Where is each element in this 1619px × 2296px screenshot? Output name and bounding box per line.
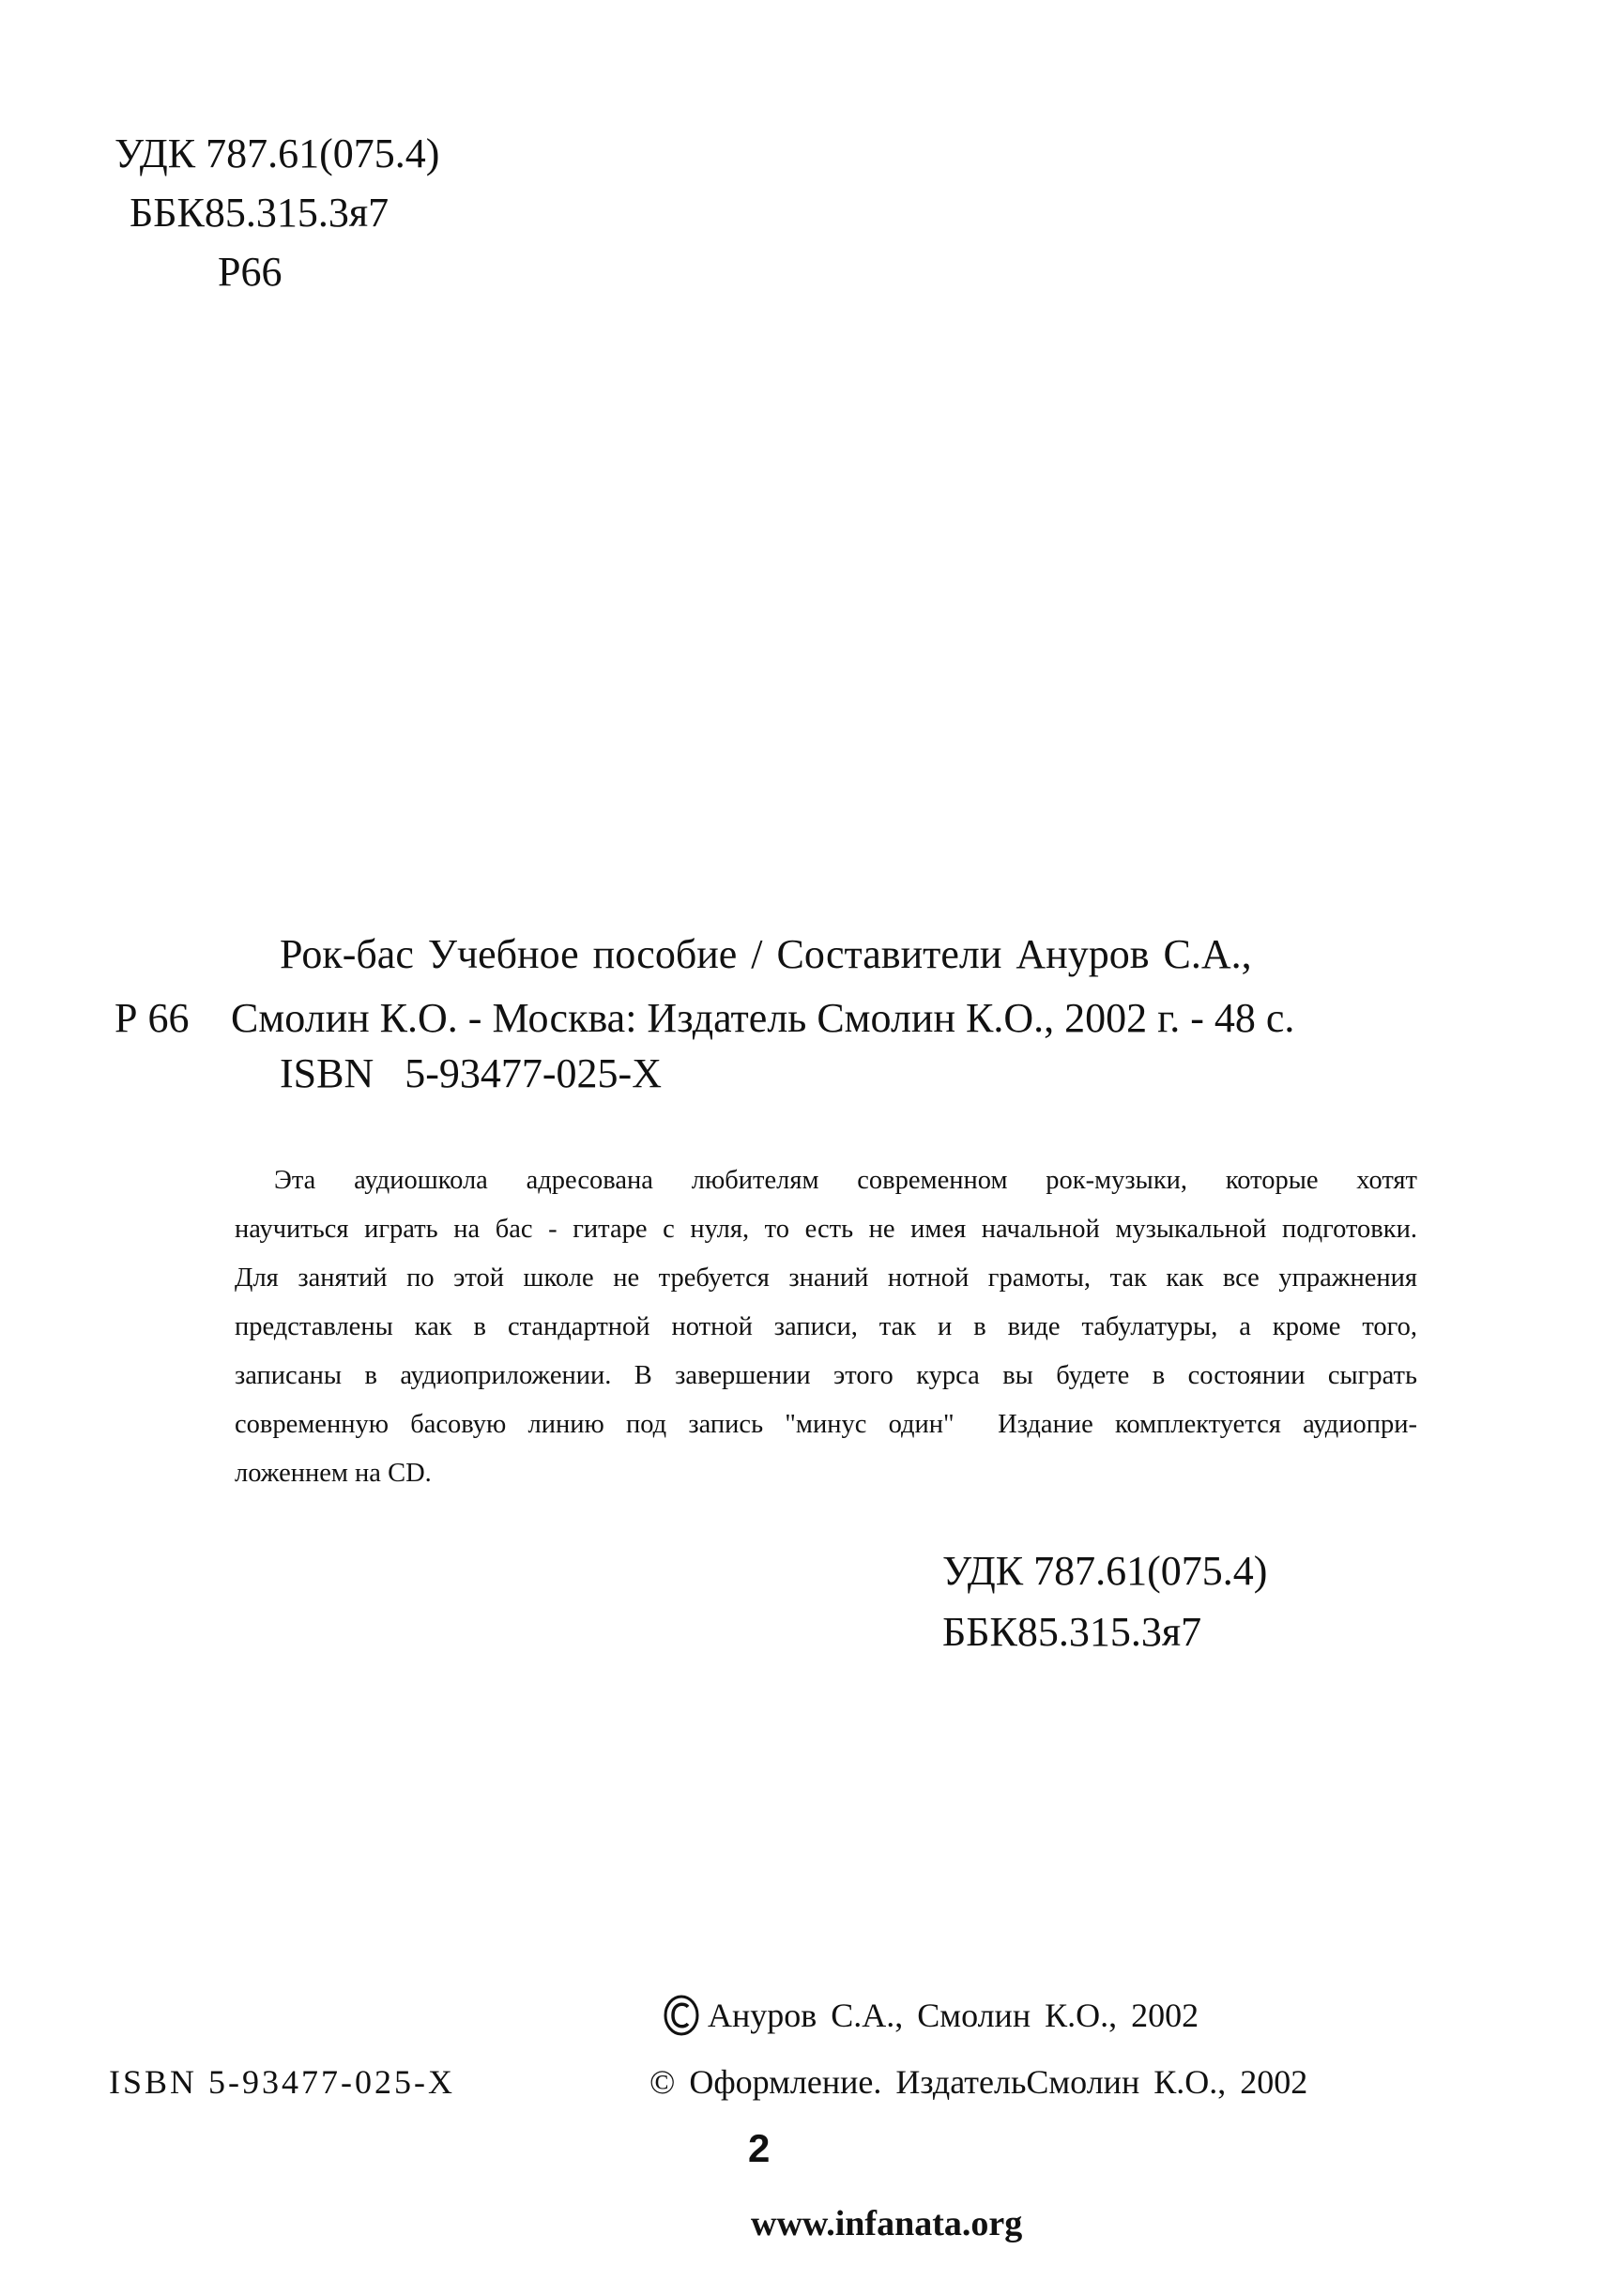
copyright-line-2: © Оформление. ИздательСмолин К.О., 2002 — [649, 2063, 1308, 2101]
bib-author-mark: Р 66 — [115, 995, 190, 1041]
website-link[interactable]: www.infanata.org — [751, 2204, 1023, 2243]
annotation-line-5: записаны в аудиоприложении. В завершении этого курса вы будете в состоянии сыграть — [235, 1361, 1417, 1390]
annotation-line-2: научиться играть на бас - гитаре с нуля, то есть не имея начальной музыкальной подготовки. — [235, 1215, 1417, 1244]
annotation-line-1: Эта аудиошкола адресована любителям современном рок-музыки, которые хотят — [274, 1166, 1417, 1195]
author-mark-top: Р66 — [218, 249, 283, 295]
annotation-line-7: ложеннем на CD. — [235, 1459, 432, 1488]
page-number: 2 — [748, 2126, 771, 2170]
bbk-code-top: ББК85.315.3я7 — [130, 190, 389, 236]
annotation-line-6: современную басовую линию под запись "минус один" Издание комплектуется аудиопри- — [235, 1410, 1417, 1439]
bbk-code-right: ББК85.315.3я7 — [942, 1609, 1202, 1655]
copyright-authors: Ануров С.А., Смолин К.О., 2002 — [708, 1997, 1199, 2034]
udk-code-right: УДК 787.61(075.4) — [942, 1548, 1268, 1594]
bib-line-2: Смолин К.О. - Москва: Издатель Смолин К.О., 2002 г. - 48 с. — [231, 995, 1295, 1041]
copyright-line-1 — [663, 1994, 1199, 2037]
footer-isbn: ISBN 5-93477-025-X — [109, 2063, 455, 2101]
annotation-line-4: представлены как в стандартной нотной записи, так и в виде табулатуры, а кроме того, — [235, 1312, 1417, 1341]
bib-line-1: Рок-бас Учебное пособие / Составители Ануров С.А., — [280, 931, 1252, 977]
annotation-line-3: Для занятий по этой школе не требуется знаний нотной грамоты, так как все упражнения — [235, 1263, 1417, 1293]
copyright-circle-icon — [663, 1994, 700, 2037]
bib-isbn: ISBN 5-93477-025-X — [280, 1050, 662, 1096]
udk-code-top: УДК 787.61(075.4) — [115, 130, 440, 176]
